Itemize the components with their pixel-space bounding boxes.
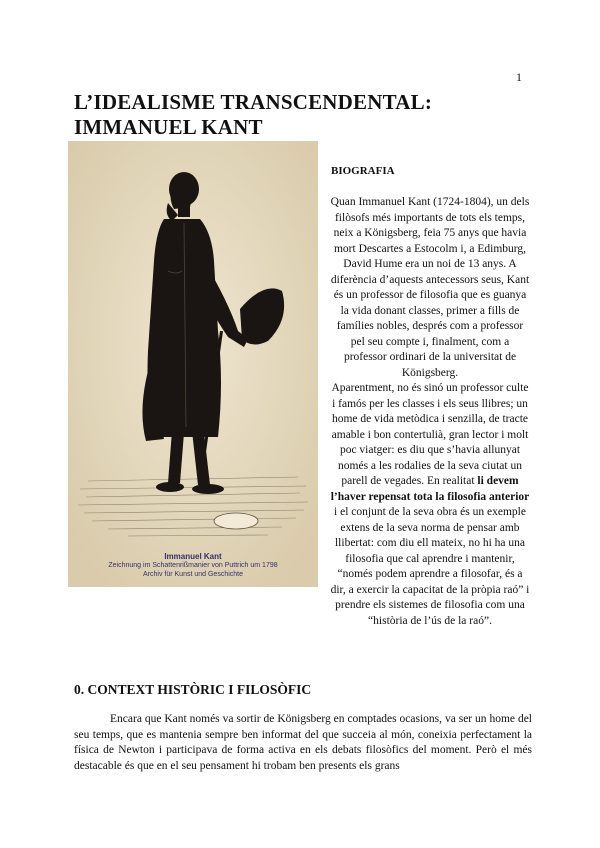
ground-stone <box>214 513 258 529</box>
section-paragraph: Encara que Kant només va sortir de Königsberg en comptades ocasions, va ser un home del seu temps, que es mantenia sempre ben informat del que succeia al món, coneixia perfectament la física de Newton i participava de forma activa en els debats filosòfics del moment. Però el més destacable és que en el seu pensament hi trobam ben presents els grans <box>74 713 532 772</box>
biography-paragraph-2-start: Aparentment, no és sinó un professor culte i famós per les classes i els seus llibres; un home de vida metòdica i senzilla, de tracte amable i bon contertulià, gran lector i molt poc viatger: es diu que s’havia allunyat només a les rodalies de la seva ciutat un parell de vegades. En realitat <box>331 382 529 487</box>
biography-emphasis: li devem l’haver repensat tota la filosofia anterior <box>330 475 530 503</box>
page-number: 1 <box>516 70 522 84</box>
portrait-caption-description: Zeichnung im Schattenrißmanier von Puttrich um 1798 <box>108 562 278 569</box>
biography-paragraph-1: Quan Immanuel Kant (1724-1804), un dels filòsofs més importants de tots els temps, neix a Königsberg, feia 75 anys que havia mort Descartes a Estocolm i, a Edimburg, David Hume era un noi de 13 anys. A diferència d’aquests antecessors seus, Kant és un professor de filosofia que es guanya la vida donant classes, primer a fills de famílies nobles, després com a professor pel seu compte i, finalment, com a professor ordinari de la universitat de Königsberg. <box>330 196 530 379</box>
page-title <box>74 90 544 140</box>
biography-paragraph-2-end: i el conjunt de la seva obra és un exemple extens de la seva norma de pensar amb llibertat: com diu ell mateix, no hi ha una filosofia que cal aprendre i mantenir, “només podem aprendre a filosofar, és a dir, a exercir la capacitat de la pròpia raó” i prendre els sistemes de filosofia com una “història de l’ús de la raó”. <box>330 506 530 627</box>
biography-text <box>330 195 530 629</box>
portrait-caption-name: Immanuel Kant <box>164 552 222 561</box>
portrait-caption-source: Archiv für Kunst und Geschichte <box>143 571 243 578</box>
kant-silhouette-portrait <box>68 141 318 587</box>
page-title-line-1: L’IDEALISME TRANSCENDENTAL: <box>74 90 433 114</box>
section-heading: 0. CONTEXT HISTÒRIC I FILOSÒFIC <box>74 682 312 697</box>
page-title-line-2: IMMANUEL KANT <box>74 115 263 139</box>
silhouette-illustration <box>68 141 318 587</box>
biography-paragraph-2 <box>330 381 530 629</box>
biography-heading: BIOGRAFIA <box>331 165 395 177</box>
